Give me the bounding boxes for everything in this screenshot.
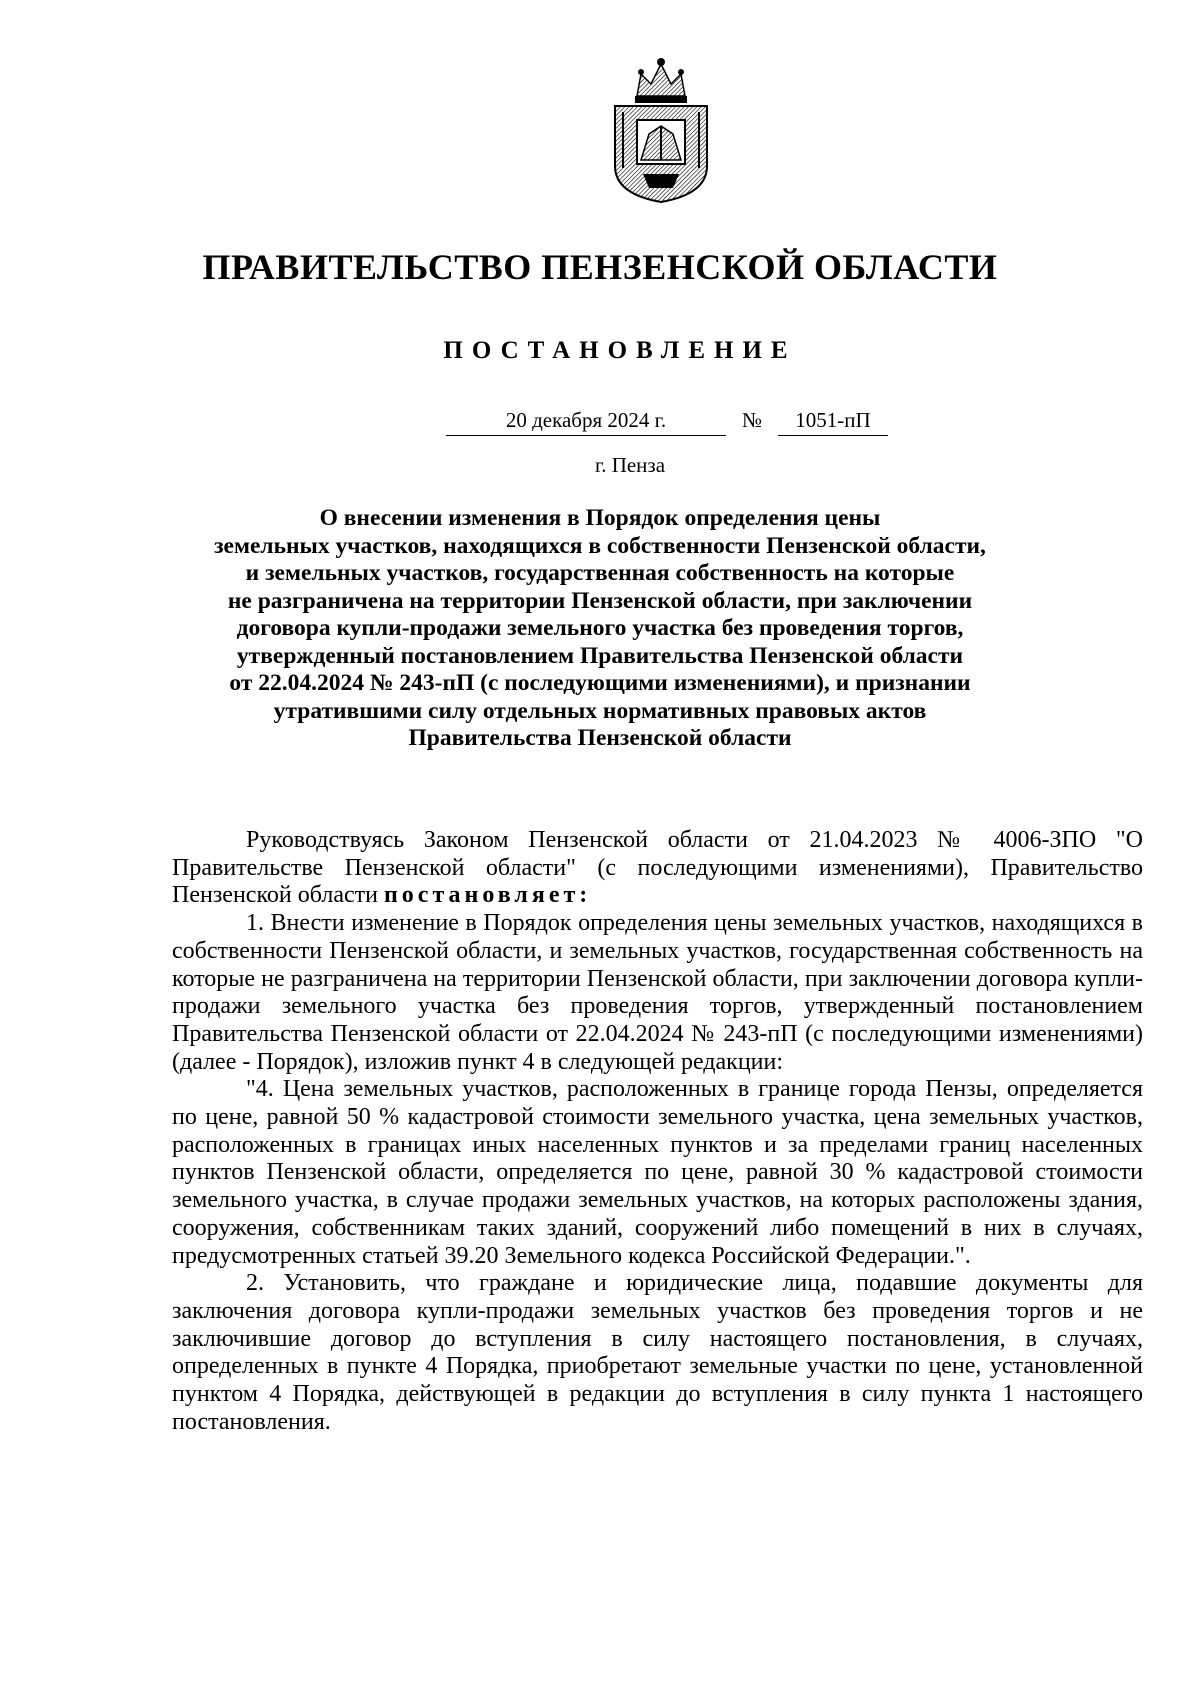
preamble-paragraph (172, 827, 1143, 910)
document-number: 1051-пП (778, 408, 888, 436)
coat-of-arms-icon (603, 56, 719, 204)
coat-of-arms-emblem (603, 56, 719, 204)
quoted-clause: "4. Цена земельных участков, расположенных в границе города Пензы, определяется по цене, равной 50 % кадастровой стоимости земельного участка, цена земельных участков, расположенных в границах иных населенных пунктов и за пределами границ населенных пунктов Пензенской области, определяется по цене, равной 30 % кадастровой стоимости земельного участка, в случае продажи земельных участков, на которых расположены здания, сооружения, собственникам таких зданий, сооружений либо помещений в них в случаях, предусмотренных статьей 39.20 Земельного кодекса Российской Федерации.". (172, 1076, 1143, 1269)
heading-line: договора купли-продажи земельного участка без проведения торгов, (236, 615, 964, 641)
heading-line: утвержденный постановлением Правительства Пензенской области (236, 642, 964, 669)
city-name: г. Пенза (594, 453, 666, 477)
heading-line: О внесении изменения в Порядок определения цены (319, 505, 881, 531)
heading-line: земельных участков, находящихся в собственности Пензенской области, (214, 532, 986, 559)
heading-line: не разграничена на территории Пензенской области, при заключении (227, 587, 973, 614)
heading-line: Правительства Пензенской области (408, 725, 792, 751)
document-type: ПОСТАНОВЛЕНИЕ (443, 337, 797, 364)
preamble-text: Руководствуясь Законом Пензенской области от 21.04.2023 № 4006-ЗПО "О Правительстве Пензенской области" (с последующими изменениями), Правительство Пензенской области (172, 827, 1143, 909)
document-date: 20 декабря 2024 г. (446, 408, 726, 436)
paragraph-2: 2. Установить, что граждане и юридические лица, подавшие документы для заключения договора купли-продажи земельных участков без проведения торгов и не заключившие договор до вступления в силу настоящего постановления, в случаях, определенных в пункте 4 Порядка, приобретают земельные участки по цене, установленной пунктом 4 Порядка, действующей в редакции до вступления в силу пункта 1 настоящего постановления. (172, 1270, 1143, 1435)
document-heading (150, 505, 1050, 753)
heading-line: и земельных участков, государственная собственность на которые (245, 560, 955, 586)
heading-line: от 22.04.2024 № 243-пП (с последующими изменениями), и признании (229, 670, 971, 696)
document-body (172, 827, 1143, 1436)
heading-line: утратившими силу отдельных нормативных правовых актов (273, 697, 927, 724)
government-title: ПРАВИТЕЛЬСТВО ПЕНЗЕНСКОЙ ОБЛАСТИ (202, 247, 998, 287)
paragraph-1: 1. Внести изменение в Порядок определения цены земельных участков, находящихся в собственности Пензенской области, и земельных участков, государственная собственность на которые не разграничена на территории Пензенской области, при заключении договора купли-продажи земельного участка без проведения торгов, утвержденный постановлением Правительства Пензенской области от 22.04.2024 № 243-пП (с последующими изменениями) (далее - Порядок), изложив пункт 4 в следующей редакции: (172, 910, 1143, 1075)
number-sign: № (742, 408, 763, 432)
decree-word: постановляет: (383, 882, 592, 909)
